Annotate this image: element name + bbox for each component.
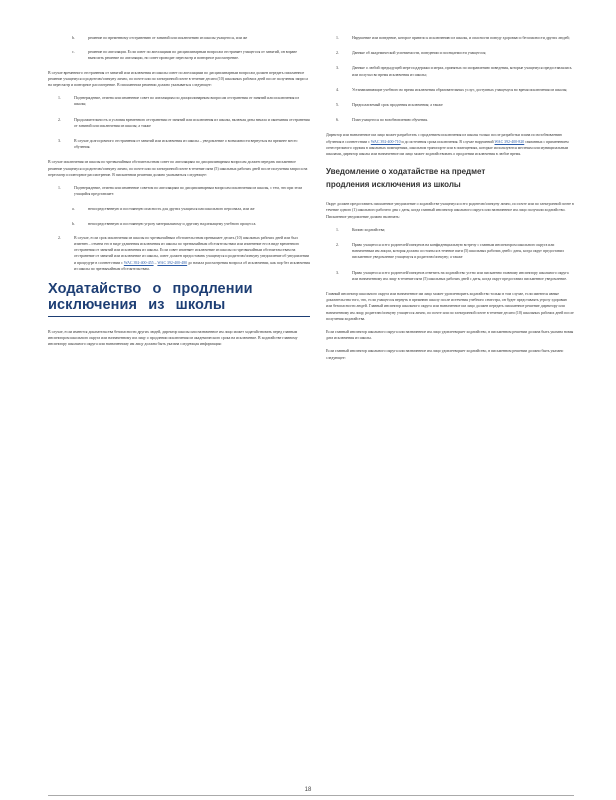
paragraph: Если главный инспектор школьного округа или назначенное им лицо удовлетворяет ходатайство, в письменном решении должно быть указано следующее: — [326, 349, 564, 360]
list-item-text: Продолжительность и условия временного отстранения от занятий или исключения из школы, включая даты начала и окончания отстранения от занятий или исключения из школы; а также — [74, 117, 310, 128]
list-item — [48, 95, 310, 107]
list-item-text: Подтверждение, отмена или изменение советом по апелляциям по дисциплинарным вопросам исключения из школы, с тем, что при этом учащийся представляет: — [74, 186, 303, 197]
list-marker: 2. — [58, 117, 61, 122]
numbered-list — [48, 95, 310, 150]
footer-divider — [48, 795, 574, 796]
list-item — [48, 117, 310, 129]
list-marker: 3. — [58, 139, 61, 144]
sub-list-item — [48, 206, 310, 212]
list-marker: 4. — [336, 87, 339, 92]
list-item-text: Копию ходатайства; — [352, 227, 386, 232]
paragraph-text: и до истечения срока исключения. В случае нарушений — [401, 139, 494, 144]
list-item — [48, 185, 310, 197]
list-item — [326, 50, 574, 56]
list-item-text-tail: до начала рассмотрения вопроса об исключении, как пор без исключения из школы по чрезвычайным обстоятельствам. — [74, 260, 310, 271]
numbered-list — [326, 227, 574, 282]
list-item-text: непосредственную и постоянную опасность для других учащихся или школьного персонала, или же — [88, 207, 255, 212]
page-number: 18 — [304, 787, 312, 793]
list-item-text: решение по апелляции. Если совет по апелляциям по дисциплинарным вопросам отстраняет учащегося от занятий, он вправе выносить решение по апелляции, но совет проводит пересмотр и повторное рассмотрение. — [88, 50, 297, 61]
list-item-text: В случае долгосрочного отстранения от занятий или исключения из школы – уведомление о возможности вернуться на прежнее место обучения. — [74, 139, 298, 150]
section-heading: Уведомление о ходатайстве на предмет продления исключения из школы — [326, 167, 486, 190]
list-marker: 3. — [336, 66, 339, 71]
paragraph: В случае, если имеются доказательства безопасности других людей, директор школы или назначенное им лицо может ходатайствовать перед главным инспектором школьного округа или назначенному им лицу о продлении исключения из академического срока на исключение. В ходатайстве главному инспектору школьного округа или назначенному им лицу должна быть указана следующая информация: — [48, 330, 298, 347]
paragraph: В случае исключения из школы по чрезвычайным обстоятельствам совет по апелляциям по дисциплинарным вопросам должен передать письменное решение учащемуся и родителю/опекуну лично, по почте или по электронной почте в течение пяти (5) школьных рабочих дней после получения запроса на пересмотр и повторное рассмотрение. В письменном решении должно указываться следующее: — [48, 160, 308, 177]
wac-link[interactable]: WAC 392-400-455 — [123, 260, 154, 265]
list-item-text: Нарушение или поведение, которое привело к исключению из школы, и опасности поведу здоровью и безопасности других людей; — [352, 36, 570, 40]
paragraph-text: Директор или назначенное им лицо может разработать с продлением исключения из школы только после разработки плана по возобновлению обучения в соответствии с — [326, 133, 563, 144]
list-marker: b. — [72, 36, 75, 40]
list-marker: 1. — [58, 186, 61, 191]
paragraph — [326, 132, 574, 157]
list-item — [326, 65, 574, 77]
numbered-list — [326, 35, 574, 123]
list-marker: c. — [72, 50, 75, 55]
list-item — [326, 270, 574, 282]
paragraph: Если главный инспектор школьного округа или назначенное им лицо удовлетворяет ходатайство, в письменном решении должна быть указана новая дата исключения из школы. — [326, 330, 574, 341]
list-item — [326, 35, 574, 41]
sub-list-item — [48, 221, 310, 227]
paragraph: В случае временного отстранения от занятий или исключения из школы совет по апелляциям по дисциплинарным вопросам должен передать письменное решение учащемуся и родителю/опекуну лично, по почте или по электронной почте в течение десяти (10) школьных рабочих дней после получения запроса на пересмотр и повторное рассмотрение. В письменном решении должно указываться следующее: — [48, 70, 308, 88]
list-marker: 1. — [58, 96, 61, 101]
list-marker: 2. — [336, 243, 339, 248]
list-marker: b. — [72, 221, 75, 226]
list-item-text: Данные о любой предыдущей мере поддержки и мерах, принятых по исправлению поведения, которые учащемуся предоставлялись или получал во время исключения из школы; — [352, 66, 572, 77]
list-marker: 3. — [336, 270, 339, 275]
list-marker: 1. — [336, 36, 339, 40]
list-item — [326, 227, 574, 233]
list-marker: 5. — [336, 103, 339, 108]
paragraph-text: связанных с применением огнестрельного оружия в школьных помещениях, школьном транспорте или в помещениях, которые используются местным или муниципальным школами, директор школы или назначенное им лицо может ходатайствовать о продлении исключения в любое время. — [326, 139, 569, 157]
list-item-text: Подтверждение, отмена или изменение совет по апелляциям по дисциплинарным вопросам отстранения от занятий или исключения из школы; — [74, 96, 300, 107]
list-item — [48, 35, 310, 41]
wac-link[interactable]: WAC 392-400-820 — [494, 139, 525, 144]
left-column — [48, 35, 310, 348]
numbered-list — [48, 185, 310, 272]
list-item-text: Предполагаемый срок продления исключения; а также — [352, 103, 443, 108]
list-item — [48, 138, 310, 150]
list-item-text: Право учащегося и его родителей/опекунов ответить на ходатайство устно или письменно главному инспектору школьного округа или назначенному им лицу в течение пяти (5) школьных рабочих дней с даты, когда округ предоставил письменное уведомление. — [352, 270, 569, 281]
list-item — [48, 235, 310, 272]
wac-link[interactable]: WAC 392-400-480 — [157, 260, 188, 265]
list-item-text: Устанавливающие учебного во время исключения образовательных услуг, доступных учащемуся во время исключения из школы; — [352, 87, 568, 92]
list-item-text: непосредственную и постоянную угрозу материальному и другому надлежащему учебного процесса. — [88, 221, 257, 226]
list-item-text: решение по временному отстранению от занятий или исключению из школы учащегося, или же — [88, 36, 248, 40]
right-column — [326, 35, 574, 361]
dash: – — [154, 260, 157, 265]
list-marker: 2. — [58, 235, 61, 240]
list-item — [326, 242, 574, 261]
section-heading: Ходатайство о продлении исключения из школы — [48, 281, 310, 317]
list-item-text: Право учащегося и его родителей/опекунов на конфиденциальную встречу с главным инспектором школьного округа или назначенным им лицом, которая должна состояться в течение пяти (5) школьных рабочих дней с даты, когда округ предоставил письменное уведомление учащемуся и родителю/опекуну; а также — [352, 243, 564, 260]
list-item — [48, 49, 310, 61]
wac-link[interactable]: WAC 392-400-710 — [370, 139, 401, 144]
list-marker: 1. — [336, 227, 339, 232]
paragraph: Главный инспектор школьного округа или назначенное им лицо может удовлетворить ходатайство только в том случае, если имеются явные доказательства того, что, если учащегося вернуть в прежнюю школу после истечения учебного семестра, он будет представлять угрозу здоровью или безопасности людей. Главный инспектор школьного округа или назначенное им лицо должен передать письменное решение директору или назначенному им лицу, родителю/опекуну учащегося лично, по почте или по электронной почте в течение десяти (10) школьных рабочих дней после получения ходатайства. — [326, 292, 574, 321]
list-item — [326, 102, 574, 108]
list-item-text: План учащегося по возобновлению обучения. — [352, 118, 428, 123]
paragraph: Округ должен предоставить письменное уведомление о ходатайстве учащемуся и его родителю/опекуну лично, по почте или по электронной почте в течение одного (1) школьного рабочего дня с даты, когда главный инспектор школьного округа или назначенное им лицо получили ходатайство. Письменное уведомление должно включать: — [326, 202, 574, 219]
list-marker: a. — [72, 207, 75, 212]
list-marker: 2. — [336, 51, 339, 56]
list-marker: 6. — [336, 118, 339, 123]
list-item-text: Данные об академической успеваемости, поведении и посещаемости учащегося; — [352, 51, 487, 56]
list-item-text — [74, 235, 310, 272]
list-item-text-main: В случае, если срок исключения из школы по чрезвычайным обстоятельствам превышает десять (10) школьных рабочих дней или был изменен – отмена его в виде удлинения исключения из школы по чрезвычайным обстоятельствам или изменение его в виде временного отстранения от занятий или исключения из школы. Если совет изменяет исключение из школы по чрезвычайным обстоятельствам на отстранение от занятий или исключение из школы, совет должен предоставить учащемуся и родителю/опекуну уведомление об уведомлении и процедуре в соответствии с — [74, 235, 309, 265]
list-item — [326, 117, 574, 123]
list-item — [326, 87, 574, 93]
